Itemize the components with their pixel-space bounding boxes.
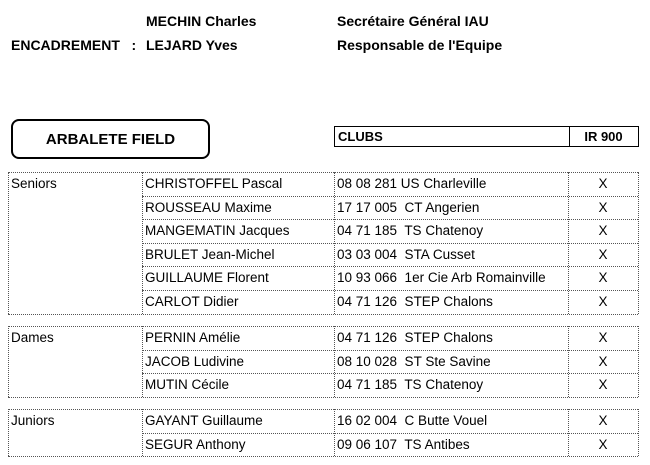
member-ir-mark: X (598, 413, 608, 428)
member-name: GUILLAUME Florent (145, 270, 269, 286)
member-name: ROUSSEAU Maxime (145, 199, 272, 215)
staff-name-2: LEJARD Yves (146, 37, 238, 53)
member-name: SEGUR Anthony (145, 436, 246, 452)
member-club: 04 71 126 STEP Chalons (337, 294, 493, 309)
member-club: 04 71 185 TS Chatenoy (337, 377, 484, 393)
member-club: 04 71 126 STEP Chalons (337, 330, 493, 345)
group-label: Seniors (11, 176, 57, 191)
member-ir-mark: X (598, 377, 608, 393)
staff-name-1: MECHIN Charles (146, 13, 257, 29)
member-ir-mark: X (598, 176, 608, 191)
group-label: Dames (11, 330, 54, 345)
encadrement-label: ENCADREMENT : (11, 37, 137, 53)
member-club: 04 71 185 TS Chatenoy (337, 223, 484, 239)
clubs-column-label: CLUBS (338, 129, 383, 144)
member-name: CARLOT Didier (145, 294, 239, 309)
member-ir-mark: X (598, 199, 608, 215)
discipline-title: ARBALETE FIELD (11, 119, 210, 159)
group-label: Juniors (11, 413, 55, 428)
member-ir-mark: X (598, 436, 608, 452)
column-header (334, 126, 639, 147)
member-ir-mark: X (598, 270, 608, 286)
member-ir-mark: X (598, 353, 608, 369)
member-name: MUTIN Cécile (145, 377, 230, 393)
member-club: 09 06 107 TS Antibes (337, 436, 470, 452)
member-club: 08 08 281 US Charleville (337, 176, 487, 191)
staff-role-2: Responsable de l'Equipe (337, 37, 503, 53)
member-club: 16 02 004 C Butte Vouel (337, 413, 488, 428)
member-ir-mark: X (598, 246, 608, 262)
member-name: JACOB Ludivine (145, 353, 245, 369)
member-club: 08 10 028 ST Ste Savine (337, 353, 491, 369)
ir-column-label: IR 900 (584, 129, 623, 144)
staff-role-1: Secrétaire Général IAU (337, 13, 489, 29)
member-name: CHRISTOFFEL Pascal (145, 176, 283, 191)
member-club: 17 17 005 CT Angerien (337, 199, 480, 215)
member-name: PERNIN Amélie (145, 330, 241, 345)
member-ir-mark: X (598, 223, 608, 239)
member-name: GAYANT Guillaume (145, 413, 263, 428)
member-ir-mark: X (598, 294, 608, 309)
member-name: MANGEMATIN Jacques (145, 223, 290, 239)
member-ir-mark: X (598, 330, 608, 345)
member-club: 03 03 004 STA Cusset (337, 246, 475, 262)
member-club: 10 93 066 1er Cie Arb Romainville (337, 270, 546, 286)
member-name: BRULET Jean-Michel (145, 246, 275, 262)
